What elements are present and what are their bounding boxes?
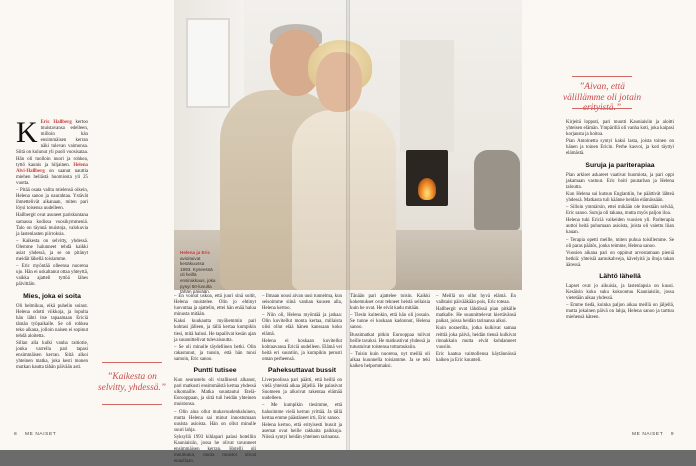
heading-paheksuttavat: Paheksuttavat bussit — [268, 367, 336, 375]
magazine-name-left: ME NAISET — [25, 432, 57, 437]
column-4b — [436, 294, 516, 365]
folio-left — [14, 432, 56, 437]
photo-woman-head — [316, 52, 362, 112]
photo-woman — [292, 110, 396, 290]
paragraph: Tänään pari ajattelee toisin. Kaikki kokemukset ovat tehneet heistä sellaisia kuin he ovat. He eivät kadu mitään. — [350, 294, 430, 312]
paragraph: Eric kaatua vaimollensa käytännössä kaiken ja Eric kuunteli. — [436, 351, 516, 363]
caption-text: avioituivat kesäkuussa 1993. Kyseessä oli heillä ensirakkaus, joka pysyi 50-luvulta tähän päivään. — [180, 255, 216, 295]
paragraph: Syksyllä 1993 kihlapari palasi hotelliin Kauniaisiin, jossa he olivat tavanneet ensimmäisen kerran. Hotelli oli muuttunut, mutta muistot olivat ennallaan. — [174, 434, 256, 465]
paragraph: – Terapia opetti meille, miten puhua toisillemme. Se oli paras päätös, jonka teimme, Helena sanoo. — [566, 237, 674, 249]
paragraph: Vuosien aikana pari on oppinut arvostamaan pieniä hetkiä: yhteisiä aamukahveja, kävelyitä ja iltoja takan ääressä. — [566, 250, 674, 268]
heading-lahto: Lähtö lähellä — [599, 272, 641, 280]
paragraph: – Tiesin kuitenkin, että hän oli jossain. Se tunne ei koskaan kadonnut, Helena sanoo. — [350, 313, 430, 331]
paragraph: – Ilmaan nousi aivan uusi tunnelma, kun seisoimme siinä vanhan kuusen alla, Helena kertoo. — [262, 294, 342, 312]
magazine-name-right: ME NAISET — [632, 432, 664, 437]
paragraph: Kun seurustelu oli virallisesti alkanut, pari matkusti ensimmäistä kertaa yhdessä ulkomaille. Matka suuntautui Etelä-Eurooppaan, ja siitä tuli heidän yhteinen muistonsa. — [174, 378, 256, 408]
drop-cap: K — [16, 116, 38, 149]
page-number-right: 9 — [670, 432, 675, 437]
photo-chair — [474, 150, 520, 230]
paragraph: Lapset ovat jo aikuisia, ja lastenlapsia on kuusi. Kesäisin koko suku kokoontuu Kauniaisiin, jossa vietetään aikaa yhdessä. — [566, 283, 674, 302]
paragraph: – Emme tiedä, kuinka paljon aikaa meillä on jäljellä, mutta jokainen päivä on lahja, Helena sanoo ja tarttuu miehensä käteen. — [566, 303, 674, 321]
pull-quote-left: ”Kaikesta on selvitty, yhdessä.” — [98, 372, 166, 393]
quote-rule-bottom — [102, 404, 162, 405]
photo-chimney — [400, 40, 454, 152]
caption-names: Helena ja Eric — [180, 250, 211, 255]
name-eric: Eric Hallberg — [40, 120, 72, 125]
paragraph: Helena ei koskaan kuvitellut kohtaavansa Ericiä uudelleen. Elämä vei heitä eri suuntiin, ja kumpikin perusti oman perheensä. — [262, 338, 342, 362]
heading-puntti: Punttí tutisee — [193, 367, 237, 375]
paragraph: Liverpoolissa pari päätti, että heillä on vielä yhteistä aikaa jäljellä. He palasivat Suomeen ja alkoivat rakentaa elämää uudelleen. — [262, 378, 342, 402]
paragraph: on saanut nauttia miehen hellästä huomiosta yli 25 vuotta. — [16, 168, 88, 186]
paragraph: Sillan alla kulki vanha raitiotie, jonka varrella pari tapasi ensimmäisen kerran. Siitä alkoi yhteinen matka, joka kesti monen mutkan kautta tähän päivään asti. — [16, 341, 88, 371]
paragraph: Bussimatkat pitkin Eurooppaa tulivat heille tavaksi. He matkustivat yhdessä ja tutustuivat toistensa tottumuksiin. — [350, 332, 430, 350]
paragraph: – Toisin kuin nuorena, nyt meillä oli aikaa kuunnella toisiamme. Ja se teki kaiken helpommaksi. — [350, 351, 430, 370]
name-helena: Helena Alvi-Hallberg — [16, 162, 88, 174]
paragraph: Helena tuki Ericiä vaikeiden vuosien yli. Pariterapia auttoi heitä puhumaan asioista, joista oli vaiettu liian kauan. — [566, 218, 674, 236]
paragraph: Pian Antoinetta syntyi kaksi lasta, joista toinen on hänen ja toinen Ericin. Perhe kasvoi, ja koti täyttyi elämästä. — [566, 139, 674, 157]
paragraph: Hallbergit ovat lähdössä pian pitkälle matkalle. He suunnittelevat kiertävänsä paikat, joissa heidän tarinansa alkoi. — [436, 307, 516, 325]
column-2 — [174, 294, 256, 466]
pull-quote-right: ”Aivan, että välillämme oli jotain erityistä.” — [562, 82, 642, 113]
column-1 — [16, 116, 88, 373]
paragraph: – Se oli minulle täydellinen hetki. Olin rakastunut, ja tunsin, että hän tunsi samoin, Eric sanoo. — [174, 344, 256, 362]
paragraph: – Me kumpikin tiesimme, että halusimme vielä kerran yrittää. Ja tällä kertaa emme päästäneet irti, Eric sanoo. — [262, 403, 342, 421]
paragraph: Kuin noraerilla, jotka kulkivat samaa reittiä joka päivä, heidän tiensä kulkivat rinnakkain mutta eivät kohdanneet vuosiin. — [436, 326, 516, 350]
paragraph: – En voinut uskoa, että juuri sinä soitit, Helena muistelee. Olin jo ehtinyt luovuttaa ja ajattelin, ettei hän enää halua minusta mitään. — [174, 294, 256, 318]
column-3b — [350, 294, 430, 371]
paragraph: – Niin oli, Helena myöntää ja jatkaa: Olin kuvitellut monta kertaa, millaista olisi ollut elää hänen kanssaan koko elämä. — [262, 313, 342, 337]
heading-mies: Mies, joka ei soita — [23, 292, 81, 300]
paragraph: Pian arkiset askareet vaativat huomiota, ja pari oppi jakamaan vastuut. Eric hoiti puutarhan ja Helena taloutta. — [566, 172, 674, 190]
quote-rule-top — [102, 362, 162, 363]
paragraph: – Eric myöntää olleensa nuorena ujo. Hän ei uskaltanut ottaa yhteyttä, vaikka ajatteli tyttöä lähes päivittäin. — [16, 264, 88, 288]
paragraph: – Olin aina ollut mukavuudenhaluinen, mutta Helena sai minut innostumaan uusista asioista. Hän on ollut minulle suuri lahja. — [174, 409, 256, 433]
photo-caption — [180, 250, 216, 295]
spread-gutter — [346, 0, 350, 450]
paragraph: Kirjeitä lopputi, pari muutti Kauniaisiin ja aloitti yhteisen elämän. Ympärillä oli vanha koti, joka kaipasi korjausta ja hoitoa. — [566, 120, 674, 138]
paragraph: kertoo muistavansa edelleen, milloin hän ensimmäisen kerran näki tulevan vaimonsa. Siitä on kulunut yli puoli vuosisataa. Hän oli tuolloin nuori ja rohkea, tyttö kaunis ja hiljainen. — [16, 120, 88, 168]
paragraph: Kun Helena sai kutsun Englantiin, he päättivät lähteä yhdessä. Matkasta tuli käänne heidän elämässään. — [566, 191, 674, 203]
quote-rule-top-right — [572, 76, 632, 77]
column-3 — [262, 294, 342, 442]
photo-window — [186, 18, 230, 108]
page-number-left: 8 — [14, 432, 18, 437]
heading-suruja: Suruja ja pariterapiaa — [585, 161, 655, 169]
folio-right — [632, 432, 674, 437]
paragraph: – Meillä on ollut hyvä elämä. En vaihtaisi päivääkään pois, Eric toteaa. — [436, 294, 516, 306]
paragraph: Kaksi kuukautta myöhemmin pari kohtasi jälleen, ja tällä kertaa kumpikin tiesi, mitä halusi. He tapailivat kesän ajan ja suunnittelivat tulevaisuutta. — [174, 319, 256, 343]
photo-fire — [418, 178, 436, 200]
paragraph: – Silloin ymmärsin, ettei mikään ole itsestään selvää, Eric sanoo. Suruja oli takana, mutta myös paljon iloa. — [566, 205, 674, 217]
paragraph: – Pitää osata valita mielensä oikein, Helena sanoo ja naurahtaa. Ystävät ihmettelivät aikanaan, miten pari löysi toisensa uudelleen. — [16, 188, 88, 212]
column-4 — [566, 120, 674, 323]
paragraph: Helena kertoo, että erityisesti bussit ja asemat ovat heille rakkaita paikkoja. Niissä syntyi heidän yhteinen tarinansa. — [262, 422, 342, 440]
paragraph: Oli helmikuu, eikä puhelin soinut. Helena odotti viikkoja, ja lopulta hän lähti itse tapaamaan Ericiä tämän työpaikalle. Se oli rohkea teko aikana, jolloin naisen ei sopinut tehdä aloitetta. — [16, 303, 88, 339]
paragraph: Hallbergit ovat asuneet pariskuntana samassa kodissa vuosikymmeniä. Talo on täynnä muistoja, valokuvia ja lastenlasten piirroksia. — [16, 213, 88, 237]
quote-rule-bottom-right — [572, 108, 632, 109]
paragraph: – Kaikesta on selvitty, yhdessä. Olemme halunneet tehdä kaikki asiat yhdessä, ja se on pitänyt meidät lähellä toisiamme. — [16, 238, 88, 263]
